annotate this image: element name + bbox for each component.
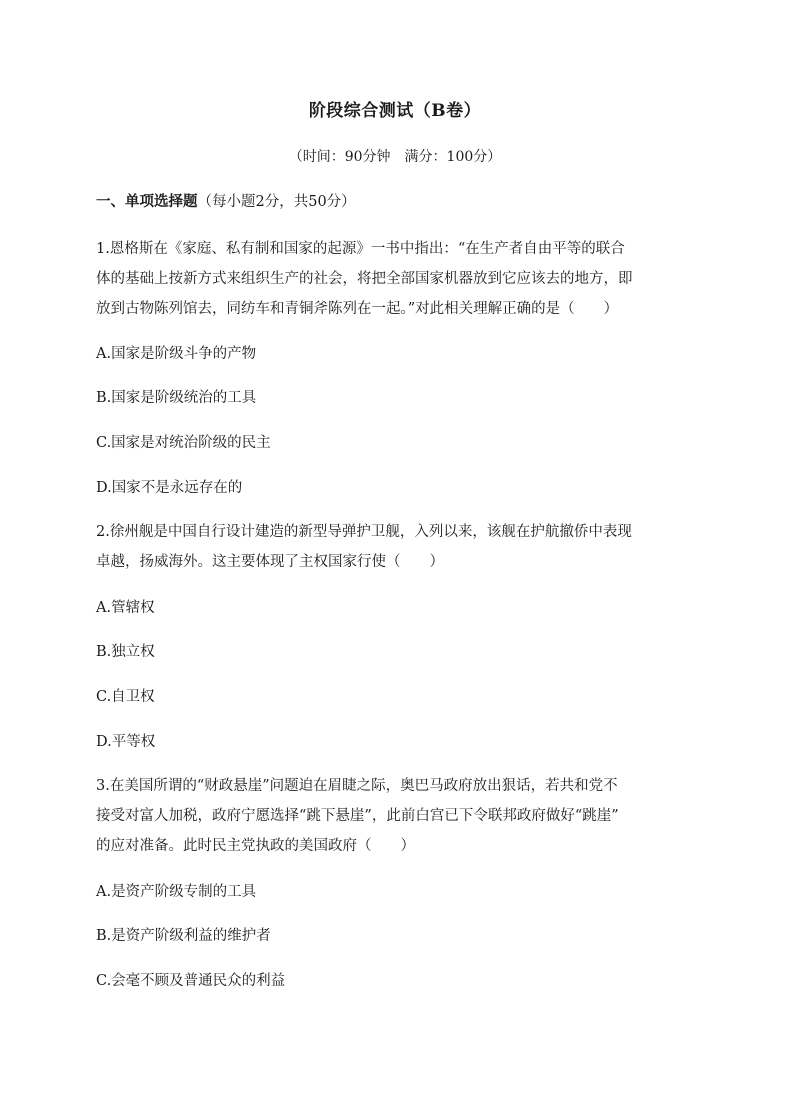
question-1-option-c: C.国家是对统治阶级的民主 <box>96 435 271 451</box>
question-1-stem-line: 体的基础上按新方式来组织生产的社会，将把全部国家机器放到它应该去的地方，即 <box>96 271 633 287</box>
question-2-stem-line: 2.徐州舰是中国自行设计建造的新型导弹护卫舰，入列以来，该舰在护航撤侨中表现 <box>96 524 632 540</box>
question-1-option-a: A.国家是阶级斗争的产物 <box>96 346 257 362</box>
question-3-option-c: C.会毫不顾及普通民众的利益 <box>96 973 286 989</box>
question-1-option-b: B.国家是阶级统治的工具 <box>96 390 257 406</box>
question-1-option-d: D.国家不是永远存在的 <box>96 480 243 496</box>
question-2-option-c: C.自卫权 <box>96 689 155 705</box>
document-title: 阶段综合测试（B卷） <box>308 101 482 121</box>
question-2-stem-line: 卓越，扬威海外。这主要体现了主权国家行使（ ） <box>96 554 444 570</box>
section-title: 一、单项选择题 <box>96 193 198 210</box>
question-2-option-d: D.平等权 <box>96 734 156 750</box>
question-2-option-a: A.管辖权 <box>96 600 155 616</box>
section-heading <box>96 190 356 211</box>
section-note: （每小题2分，共50分） <box>197 194 356 210</box>
question-3-option-a: A.是资产阶级专制的工具 <box>96 884 257 900</box>
question-3-stem-line: 的应对准备。此时民主党执政的美国政府（ ） <box>96 838 415 854</box>
question-3-option-b: B.是资产阶级利益的维护者 <box>96 928 271 944</box>
question-1-stem-line: 1.恩格斯在《家庭、私有制和国家的起源》一书中指出：“在生产者自由平等的联合 <box>96 241 625 257</box>
question-3-stem-line: 接受对富人加税，政府宁愿选择“跳下悬崖”，此前白宫已下令联邦政府做好“跳崖” <box>96 808 619 824</box>
question-2-option-b: B.独立权 <box>96 644 155 660</box>
document-subtitle: （时间：90分钟 满分：100分） <box>288 149 502 165</box>
question-3-stem-line: 3.在美国所谓的“财政悬崖”问题迫在眉睫之际，奥巴马政府放出狠话，若共和党不 <box>96 778 618 794</box>
question-1-stem-line: 放到古物陈列馆去，同纺车和青铜斧陈列在一起。”对此相关理解正确的是（ ） <box>96 301 619 317</box>
